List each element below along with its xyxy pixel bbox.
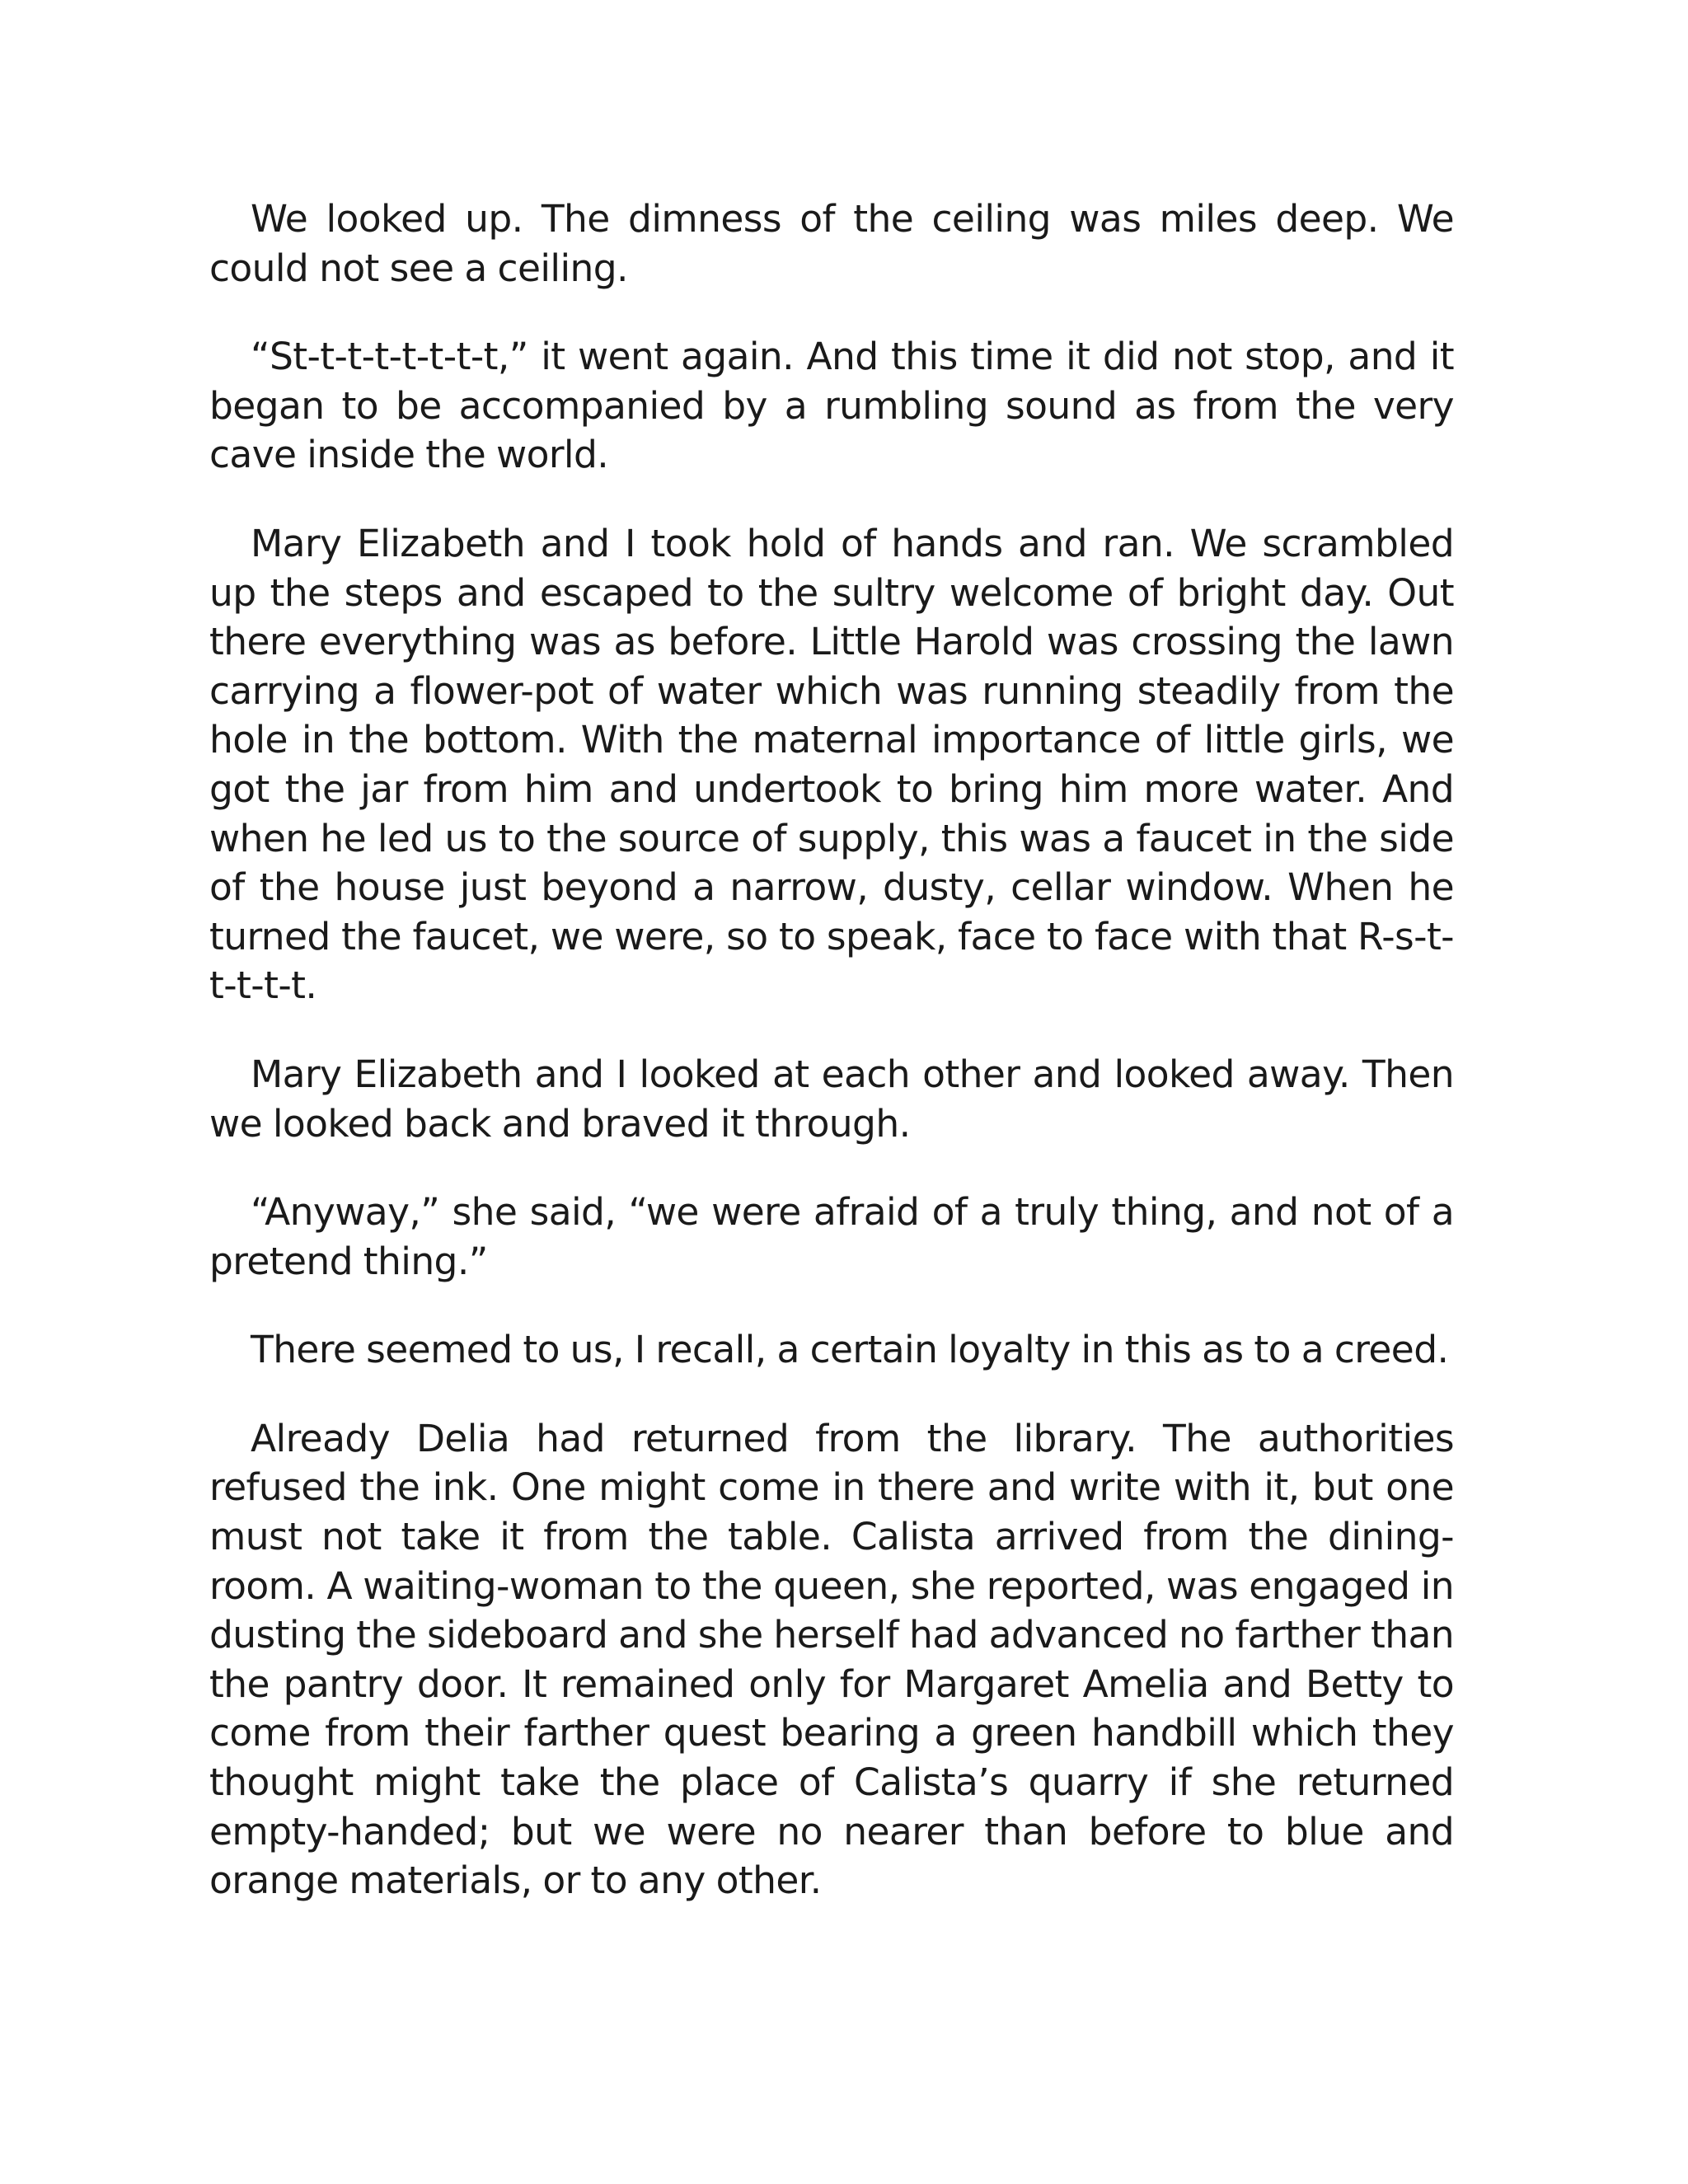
page-body [209, 194, 1454, 1945]
paragraph-7: Already Delia had returned from the library. The authorities refused the ink. One might come in there and write with it, but one must not take it from the table. Calista arrived from the dining-room. A waiting-woman to the queen, she reported, was engaged in dusting the sideboard and she herself had advanced no farther than the pantry door. It remained only for Margaret Amelia and Betty to come from their farther quest bearing a green handbill which they thought might take the place of Calista’s quarry if she returned empty-handed; but we were no nearer than before to blue and orange materials, or to any other. [209, 1416, 1454, 1903]
paragraph-2: “St-t-t-t-t-t-t-t,” it went again. And this time it did not stop, and it began to be accompanied by a rumbling sound as from the very cave inside the world. [209, 335, 1454, 477]
paragraph-3: Mary Elizabeth and I took hold of hands and ran. We scrambled up the steps and escaped to the sultry welcome of bright day. Out there everything was as before. Little Harold was crossing the lawn carrying a flower-pot of water which was running steadily from the hole in the bottom. With the maternal importance of little girls, we got the jar from him and undertook to bring him more water. And when he led us to the source of supply, this was a faucet in the side of the house just beyond a narrow, dusty, cellar window. When he turned the faucet, we were, so to speak, face to face with that R-s-t-t-t-t-t. [209, 521, 1454, 1008]
paragraph-5: “Anyway,” she said, “we were afraid of a truly thing, and not of a pretend thing.” [209, 1190, 1454, 1283]
paragraph-1: We looked up. The dimness of the ceiling was miles deep. We could not see a ceiling. [209, 197, 1454, 290]
paragraph-4: Mary Elizabeth and I looked at each other and looked away. Then we looked back and braved it through. [209, 1052, 1454, 1146]
paragraph-6: There seemed to us, I recall, a certain loyalty in this as to a creed. [251, 1328, 1449, 1372]
